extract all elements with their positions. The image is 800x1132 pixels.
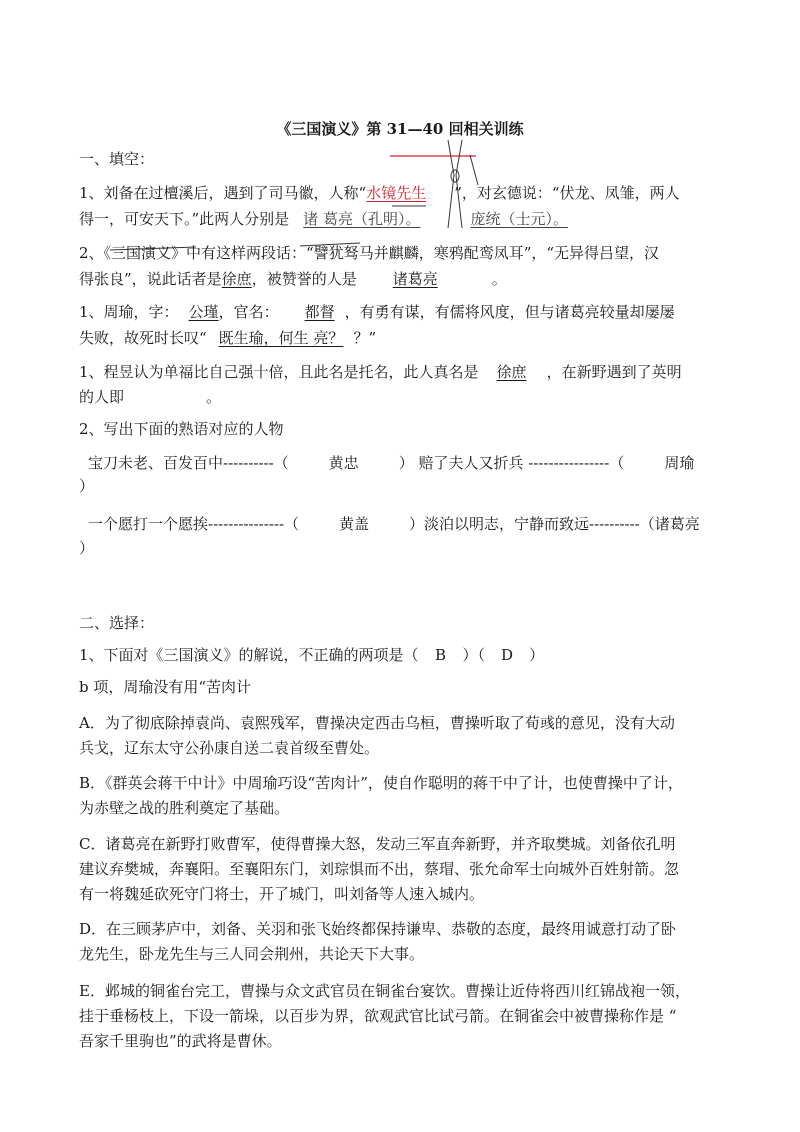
pen-circle-mark: [451, 170, 459, 182]
q1-line-2: [79, 208, 568, 229]
q4-answer-name: 徐庶: [496, 363, 527, 381]
q1-answer-nickname: 水镜先生: [366, 184, 427, 202]
q4-line-1: [79, 361, 682, 382]
option-b-line-2: 为赤壁之战的胜利奠定了基础。: [79, 799, 290, 817]
s2-q1-line: [79, 644, 544, 665]
q5-row2-right: ）淡泊以明志，宁静而致远----------（诸葛亮: [409, 515, 700, 533]
s2-q1-answer-2: D: [501, 646, 514, 664]
q5-row2-left: 一个愿打一个愿挨---------------（: [88, 515, 300, 533]
option-d-line-1: D．在三顾茅庐中，刘备、关羽和张飞始终都保持谦卑、恭敬的态度，最终用诚意打动了卧: [79, 920, 677, 938]
q1-text-c: 得一，可安天下。”此两人分别是: [79, 210, 290, 228]
option-c-line-3: 有一将魏延砍死守门将士，开了城门，叫刘备等人速入城内。: [79, 885, 485, 903]
q4-line-2: [79, 386, 221, 407]
q1-answer-a: 诸 葛亮（孔明）。: [303, 210, 421, 228]
option-c-line-2: 建议弃樊城，奔襄阳。至襄阳东门，刘琮惧而不出，蔡瑁、张允命军士向城外百姓射箭。忽: [79, 860, 680, 878]
q5-row1-right: ） 赔了夫人又折兵 ----------------（: [398, 454, 625, 472]
option-a-line-1: A．为了彻底除掉袁尚、袁熙残军，曹操决定西击乌桓，曹操听取了荀彧的意见，没有大动: [79, 714, 675, 732]
option-c-line-1: C．诸葛亮在新野打败曹军，使得曹操大怒，发动三军直奔新野，并齐取樊城。刘备依孔明: [79, 835, 676, 853]
q4-text-c: 的人即: [79, 388, 125, 406]
option-d-line-2: 龙先生，卧龙先生与三人同会荆州，共论天下大事。: [79, 945, 425, 963]
s2-note: b 项，周瑜没有用“苦肉计: [79, 678, 252, 696]
q3-line-1: [79, 301, 675, 322]
q5-row1-right-answer: 周瑜: [664, 454, 695, 472]
q5-row2-left-answer: 黄盖: [339, 515, 370, 533]
q5-row-2-close: ）: [79, 539, 95, 557]
q4-text-a: 1、程昱认为单福比自己强十倍，且此名是托名，此人真名是: [79, 363, 479, 381]
q5-heading: 2、写出下面的熟语对应的人物: [79, 420, 284, 438]
q2-text-c: ，被赞誉的人是: [251, 270, 357, 288]
option-a-line-2: 兵戈，辽东太守公孙康自送二袁首级至曹处。: [79, 739, 380, 757]
s2-q1-stem: 1、下面对《三国演义》的解说，不正确的两项是（: [79, 646, 419, 664]
option-e-line-3: 吾家千里驹也”的武将是曹休。: [79, 1032, 282, 1050]
q1-text-a: 1、刘备在过檀溪后，遇到了司马徽，人称“: [79, 184, 367, 202]
q2-text-d: 。: [491, 270, 507, 288]
q2-line-1: 2、《三国演义》中有这样两段话：“譬犹驽马并麒麟，寒鸦配鸾凤耳”，“无异得吕望，汉: [79, 244, 660, 262]
s2-q1-answer-1: B: [435, 646, 447, 664]
q3-text-b: ，官名：: [218, 303, 279, 321]
page-title: 《三国演义》第 31—40 回相关训练: [276, 120, 524, 138]
option-b-line-1: B．《群英会蒋干中计》中周瑜巧设“苦肉计”，使自作聪明的蒋干中了计，也使曹操中了计，: [79, 774, 683, 792]
q3-text-e: ？”: [353, 329, 377, 347]
q1-line-1: [79, 182, 680, 203]
q1-text-b: ”，对玄德说：“伏龙、凤雏，两人: [454, 184, 680, 202]
q5-row1-left: 宝刀未老、百发百中----------（: [88, 454, 289, 472]
q1-answer-b: 庞统（士元）。: [470, 210, 568, 228]
q3-answer-style: 公瑾: [188, 303, 219, 321]
q2-text-b: 得张良”，说此话者是: [79, 270, 222, 288]
q2-answer-speaker: 徐庶: [221, 270, 252, 288]
q3-answer-sigh: 既生瑜，何生 亮？: [218, 329, 344, 347]
pen-tick-mark: [470, 155, 478, 185]
q2-line-2: [79, 268, 507, 289]
q4-text-d: 。: [206, 388, 222, 406]
section-1-heading: 一、填空：: [79, 150, 155, 168]
q3-answer-title: 都督: [304, 303, 335, 321]
q5-row-2: [88, 513, 700, 534]
section-2-heading: 二、选择：: [79, 614, 155, 632]
q3-text-a: 1、周瑜，字：: [79, 303, 179, 321]
s2-q1-mid: ）（: [462, 646, 486, 664]
q4-text-b: ，在新野遇到了英明: [546, 363, 682, 381]
q5-row1-left-answer: 黄忠: [328, 454, 359, 472]
q2-answer-praised: 诸葛亮: [392, 270, 438, 288]
q5-row-1-close: ）: [79, 477, 95, 495]
s2-q1-close: ）: [529, 646, 545, 664]
q5-row-1: [88, 452, 694, 473]
q3-line-2: [79, 327, 376, 348]
q3-text-d: 失败，故死时长叹“: [79, 329, 207, 347]
option-e-line-1: E．邺城的铜雀台完工，曹操与众文武官员在铜雀台宴饮。曹操让近侍将西川红锦战袍一领，: [79, 982, 690, 1000]
option-e-line-2: 挂于垂杨枝上，下设一箭垛，以百步为界，欲观武官比试弓箭。在铜雀会中被曹操称作是 “: [79, 1007, 677, 1025]
q3-text-c: ，有勇有谋，有儒将风度，但与诸葛亮较量却屡屡: [344, 303, 675, 321]
